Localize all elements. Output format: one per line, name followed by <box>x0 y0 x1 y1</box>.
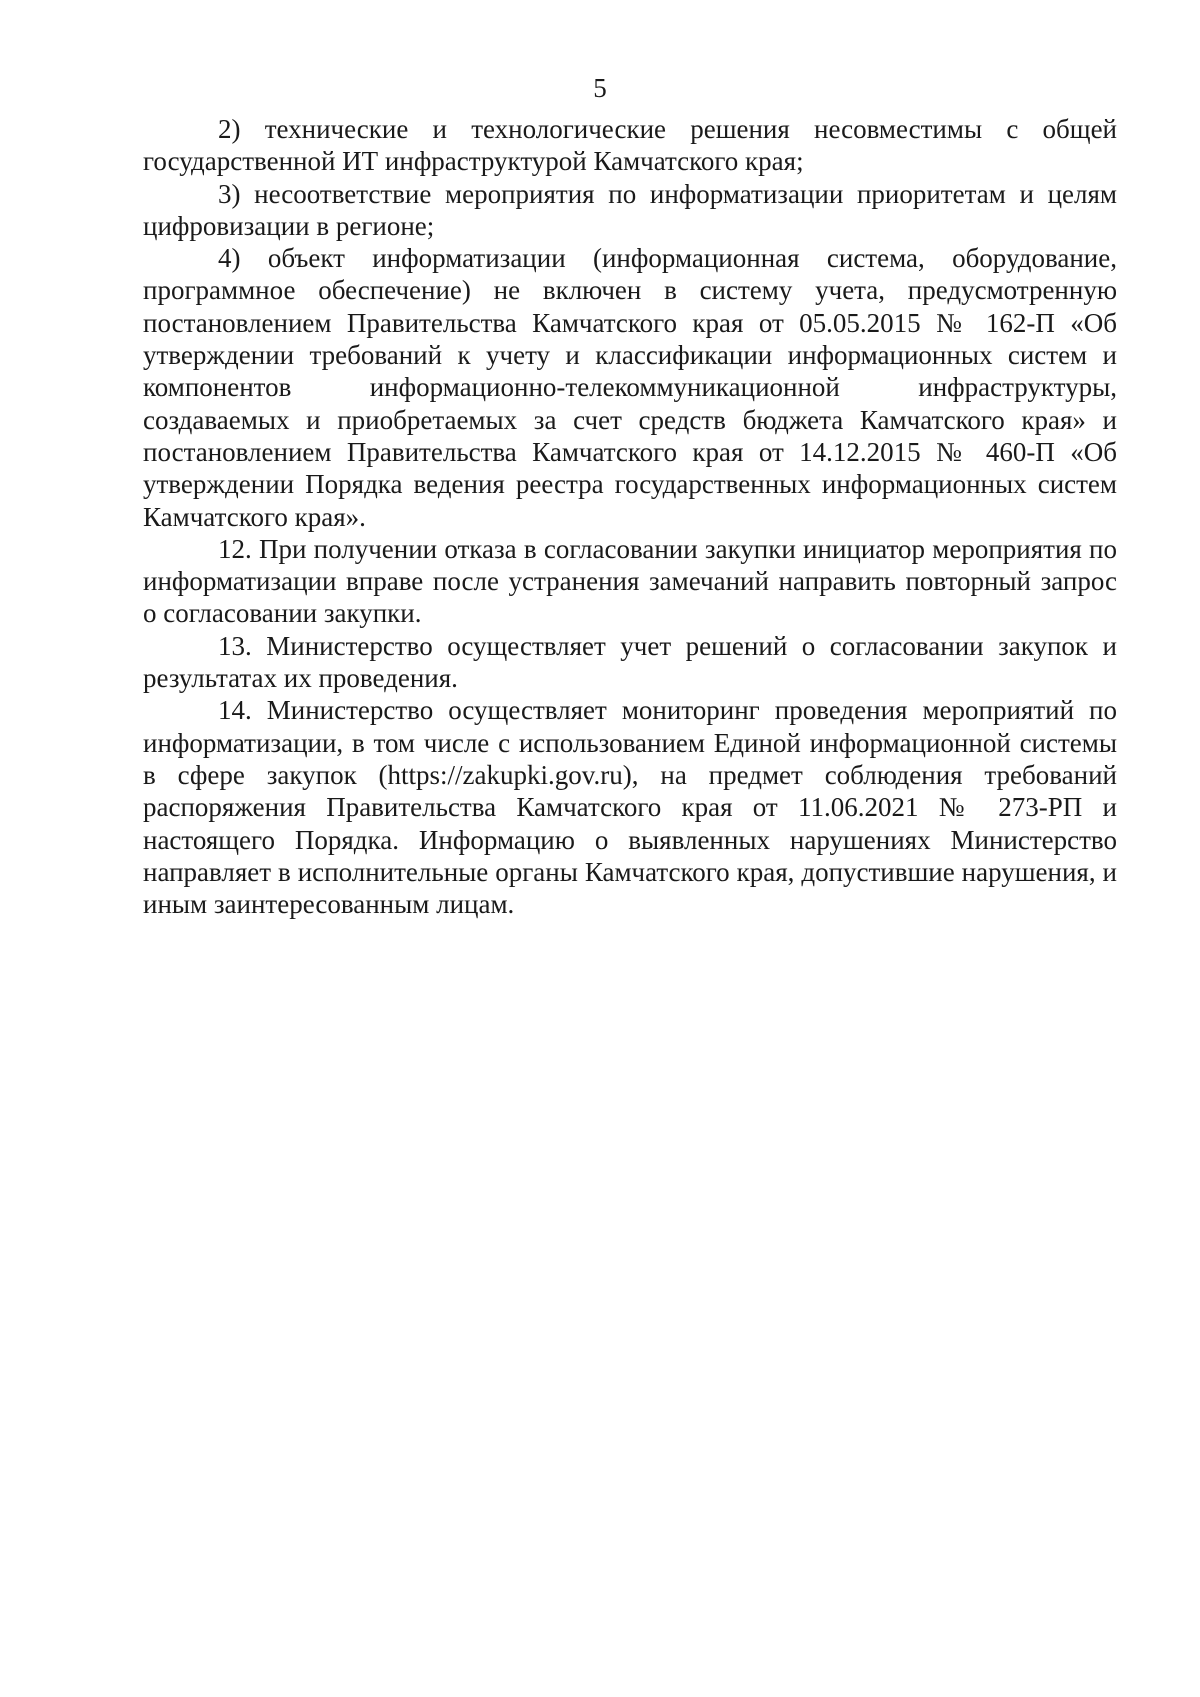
page-number: 5 <box>593 73 607 103</box>
paragraph-clause-13: 13. Министерство осуществляет учет решений о согласовании закупок и результатах их проведения. <box>143 630 1117 694</box>
paragraph-item-3: 3) несоответствие мероприятия по информатизации приоритетам и целям цифровизации в регионе; <box>143 178 1117 241</box>
paragraph-clause-14: 14. Министерство осуществляет мониторинг проведения мероприятий по информатизации, в том числе с использованием Единой информационной системы в сфере закупок (https://zakupki.gov.ru), на предмет соблюдения требований распоряжения Правительства Камчатского края от 11.06.2021 № 273-РП и настоящего Порядка. Информацию о выявленных нарушениях Министерство направляет в исполнительные органы Камчатского края, допустившие нарушения, и иным заинтересованным лицам. <box>143 695 1117 920</box>
paragraph-clause-12: 12. При получении отказа в согласовании закупки инициатор мероприятия по информатизации вправе после устранения замечаний направить повторный запрос о согласовании закупки. <box>143 533 1117 629</box>
paragraph-item-2: 2) технические и технологические решения несовместимы с общей государственной ИТ инфраструктурой Камчатского края; <box>143 114 1117 177</box>
document-body <box>143 113 1117 920</box>
paragraph-item-4: 4) объект информатизации (информационная система, оборудование, программное обеспечение) не включен в систему учета, предусмотренную постановлением Правительства Камчатского края от 05.05.2015 № 162-П «Об утверждении требований к учету и классификации информационных систем и компонентов информационно-телекоммуникационной инфраструктуры, создаваемых и приобретаемых за счет средств бюджета Камчатского края» и постановлением Правительства Камчатского края от 14.12.2015 № 460-П «Об утверждении Порядка ведения реестра государственных информационных систем Камчатского края». <box>143 243 1117 532</box>
